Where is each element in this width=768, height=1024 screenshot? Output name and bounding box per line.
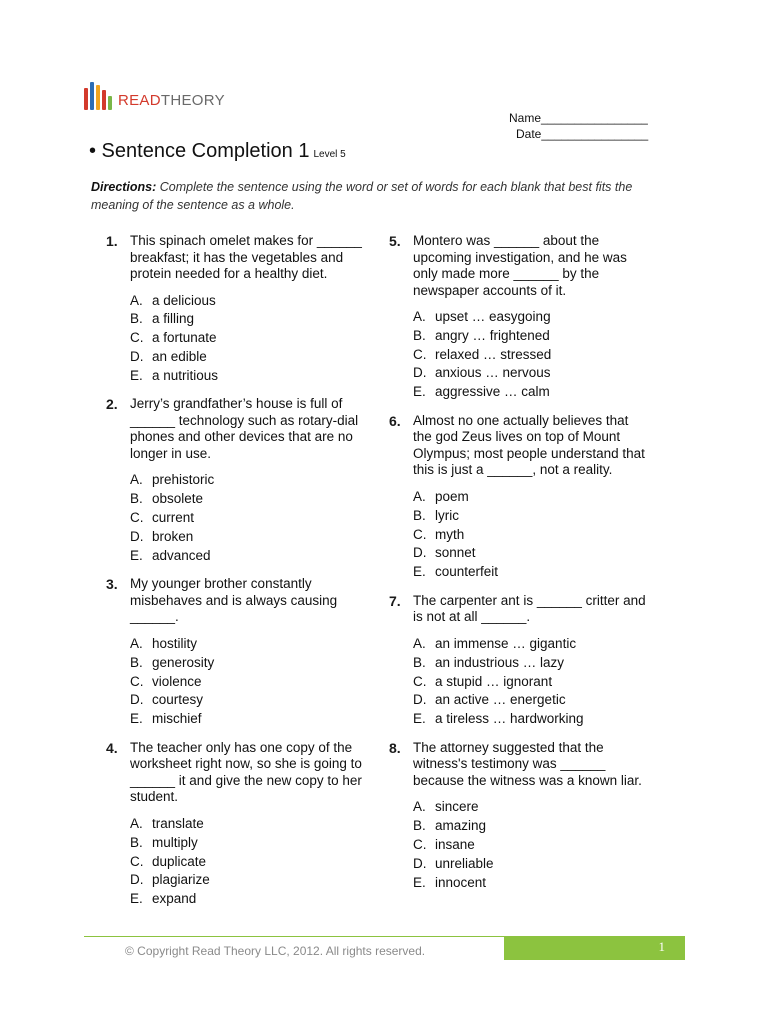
option-text: a fortunate xyxy=(152,330,217,346)
logo-book xyxy=(102,90,106,110)
answer-option xyxy=(413,488,649,507)
option-letter: C. xyxy=(413,526,427,542)
answer-option xyxy=(413,563,649,582)
answer-option xyxy=(130,834,366,853)
answer-option xyxy=(130,635,366,654)
option-text: lyric xyxy=(435,507,459,523)
answer-options xyxy=(413,308,649,402)
option-letter: A. xyxy=(130,292,143,308)
option-letter: A. xyxy=(413,488,426,504)
option-letter: D. xyxy=(130,872,144,888)
question-item xyxy=(106,576,366,728)
option-text: advanced xyxy=(152,547,211,563)
option-text: relaxed … stressed xyxy=(435,346,552,362)
option-text: courtesy xyxy=(152,692,204,708)
answer-option xyxy=(130,292,366,311)
answer-option xyxy=(130,348,366,367)
question-number: 2. xyxy=(106,396,118,413)
question-number: 3. xyxy=(106,576,118,593)
option-letter: B. xyxy=(130,491,143,507)
option-text: plagiarize xyxy=(152,872,210,888)
option-letter: B. xyxy=(130,834,143,850)
answer-options xyxy=(413,635,649,729)
option-text: upset … easygoing xyxy=(435,309,551,324)
question-text: The carpenter ant is ______ critter and is not at all ______. xyxy=(413,592,646,625)
option-text: anxious … nervous xyxy=(435,365,551,381)
question-text: This spinach omelet makes for ______ breakfast; it has the vegetables and protein needed for a healthy diet. xyxy=(130,233,362,281)
answer-option xyxy=(130,490,366,509)
question-item xyxy=(389,233,649,402)
question-item xyxy=(389,413,649,582)
brand-read: READ xyxy=(118,92,161,109)
option-letter: E. xyxy=(130,547,143,563)
option-text: counterfeit xyxy=(435,564,499,580)
option-text: a tireless … hardworking xyxy=(435,711,584,727)
answer-option xyxy=(413,364,649,383)
option-text: a filling xyxy=(152,311,195,327)
option-letter: A. xyxy=(130,815,143,831)
question-number: 6. xyxy=(389,412,401,429)
answer-option xyxy=(130,509,366,528)
option-text: expand xyxy=(152,891,197,907)
answer-options xyxy=(130,815,366,909)
answer-option xyxy=(413,673,649,692)
option-letter: C. xyxy=(413,346,427,362)
answer-option xyxy=(130,871,366,890)
questions-left-column xyxy=(106,233,366,920)
answer-options xyxy=(413,798,649,892)
option-letter: D. xyxy=(413,692,427,708)
option-text: violence xyxy=(152,673,202,689)
option-letter: D. xyxy=(413,365,427,381)
option-text: angry … frightened xyxy=(435,327,550,343)
option-letter: E. xyxy=(130,711,143,727)
answer-option xyxy=(413,383,649,402)
question-item xyxy=(389,740,649,892)
page-number-box xyxy=(504,936,685,960)
answer-options xyxy=(413,488,649,582)
option-text: a stupid … ignorant xyxy=(435,673,553,689)
option-text: hostility xyxy=(152,635,198,651)
name-line: Name________________ xyxy=(509,111,648,125)
option-letter: E. xyxy=(413,564,426,580)
option-letter: B. xyxy=(413,327,426,343)
option-letter: E. xyxy=(413,384,426,400)
option-text: multiply xyxy=(152,834,198,850)
option-letter: C. xyxy=(130,510,144,526)
answer-option xyxy=(413,507,649,526)
option-letter: B. xyxy=(413,507,426,523)
option-text: an immense … gigantic xyxy=(435,635,577,651)
level-label: Level 5 xyxy=(313,149,346,160)
question-text: Jerry’s grandfather’s house is full of ______ technology such as rotary-dial phones and other devices that are no longer in use. xyxy=(130,396,359,461)
question-number: 5. xyxy=(389,233,401,249)
answer-option xyxy=(413,308,649,327)
option-text: translate xyxy=(152,815,204,831)
directions-text: Complete the sentence using the word or set of words for each blank that best fits the meaning of the sentence as a whole. xyxy=(91,180,633,212)
option-text: amazing xyxy=(435,818,487,834)
question-text: The teacher only has one copy of the worksheet right now, so she is going to ______ it and give the new copy to her student. xyxy=(130,739,362,805)
option-text: duplicate xyxy=(152,853,207,869)
answer-option xyxy=(130,654,366,673)
answer-option xyxy=(130,310,366,329)
option-letter: C. xyxy=(130,330,144,346)
option-letter: E. xyxy=(130,367,143,383)
option-text: a nutritious xyxy=(152,367,219,383)
option-text: broken xyxy=(152,528,194,544)
option-letter: B. xyxy=(130,311,143,327)
option-letter: A. xyxy=(130,472,143,488)
logo-book xyxy=(90,82,94,110)
option-text: sincere xyxy=(435,799,479,815)
question-text: Almost no one actually believes that the god Zeus lives on top of Mount Olympus; most people understand that this is just a ______, not a reality. xyxy=(413,412,645,478)
option-letter: A. xyxy=(413,635,426,651)
answer-option xyxy=(413,817,649,836)
readtheory-logo xyxy=(84,82,225,110)
answer-option xyxy=(130,815,366,834)
option-letter: E. xyxy=(413,874,426,890)
answer-option xyxy=(413,874,649,893)
answer-option xyxy=(413,346,649,365)
option-letter: A. xyxy=(413,799,426,815)
title-text: • Sentence Completion 1 xyxy=(89,140,310,162)
logo-book xyxy=(96,85,100,110)
question-number: 8. xyxy=(389,739,401,756)
questions-right-column xyxy=(389,233,649,903)
option-letter: D. xyxy=(413,855,427,871)
option-text: sonnet xyxy=(435,545,476,561)
brand-theory: THEORY xyxy=(160,92,225,109)
answer-options xyxy=(130,471,366,565)
answer-option xyxy=(413,691,649,710)
question-text: My younger brother constantly misbehaves and is always causing ______. xyxy=(130,576,338,625)
books-logo-icon xyxy=(84,82,112,110)
answer-option xyxy=(130,673,366,692)
option-text: unreliable xyxy=(435,855,494,871)
answer-options xyxy=(130,635,366,729)
date-line: Date________________ xyxy=(516,127,649,141)
option-letter: C. xyxy=(413,673,427,689)
page-title xyxy=(89,140,346,163)
page-number: 1 xyxy=(658,939,665,954)
question-item xyxy=(106,396,366,565)
brand-name xyxy=(118,92,225,110)
option-text: generosity xyxy=(152,654,215,670)
answer-option xyxy=(413,855,649,874)
option-text: myth xyxy=(435,526,465,542)
answer-option xyxy=(413,836,649,855)
option-letter: B. xyxy=(130,654,143,670)
option-letter: D. xyxy=(413,545,427,561)
name-date-block xyxy=(509,110,648,142)
option-text: innocent xyxy=(435,874,487,890)
option-text: a delicious xyxy=(152,292,216,308)
answer-option xyxy=(413,526,649,545)
logo-book xyxy=(108,96,112,110)
question-item xyxy=(389,593,649,729)
question-text: The attorney suggested that the witness's testimony was ______ because the witness was a known liar. xyxy=(413,739,642,788)
question-text: Montero was ______ about the upcoming investigation, and he was only made more ______ by the newspaper accounts of it. xyxy=(413,233,627,298)
option-letter: D. xyxy=(130,348,144,364)
answer-option xyxy=(413,798,649,817)
option-letter: B. xyxy=(413,818,426,834)
answer-option xyxy=(130,547,366,566)
logo-book xyxy=(84,88,88,110)
option-letter: A. xyxy=(130,635,143,651)
directions xyxy=(91,178,661,214)
option-text: prehistoric xyxy=(152,472,215,488)
answer-option xyxy=(413,327,649,346)
option-letter: C. xyxy=(413,837,427,853)
option-letter: E. xyxy=(130,891,143,907)
copyright-notice: © Copyright Read Theory LLC, 2012. All rights reserved. xyxy=(125,944,426,958)
answer-option xyxy=(130,471,366,490)
question-item xyxy=(106,740,366,909)
option-text: an edible xyxy=(152,348,207,364)
option-text: an industrious … lazy xyxy=(435,654,565,670)
answer-option xyxy=(130,367,366,386)
option-text: an active … energetic xyxy=(435,692,566,708)
answer-options xyxy=(130,292,366,386)
answer-option xyxy=(130,691,366,710)
option-letter: D. xyxy=(130,692,144,708)
question-number: 4. xyxy=(106,739,118,756)
option-text: insane xyxy=(435,837,475,853)
option-letter: C. xyxy=(130,673,144,689)
answer-option xyxy=(130,329,366,348)
option-text: poem xyxy=(435,488,469,504)
answer-option xyxy=(130,528,366,547)
question-number: 1. xyxy=(106,233,118,249)
answer-option xyxy=(413,710,649,729)
answer-option xyxy=(130,890,366,909)
option-text: current xyxy=(152,510,195,526)
option-text: aggressive … calm xyxy=(435,384,550,400)
question-item xyxy=(106,233,366,385)
option-letter: B. xyxy=(413,654,426,670)
answer-option xyxy=(413,654,649,673)
option-letter: D. xyxy=(130,528,144,544)
option-letter: C. xyxy=(130,853,144,869)
question-number: 7. xyxy=(389,592,401,609)
option-text: obsolete xyxy=(152,491,204,507)
directions-label: Directions: xyxy=(91,180,157,194)
option-letter: E. xyxy=(413,711,426,727)
answer-option xyxy=(413,635,649,654)
answer-option xyxy=(130,710,366,729)
option-letter: A. xyxy=(413,309,426,324)
answer-option xyxy=(130,853,366,872)
option-text: mischief xyxy=(152,711,202,727)
answer-option xyxy=(413,544,649,563)
